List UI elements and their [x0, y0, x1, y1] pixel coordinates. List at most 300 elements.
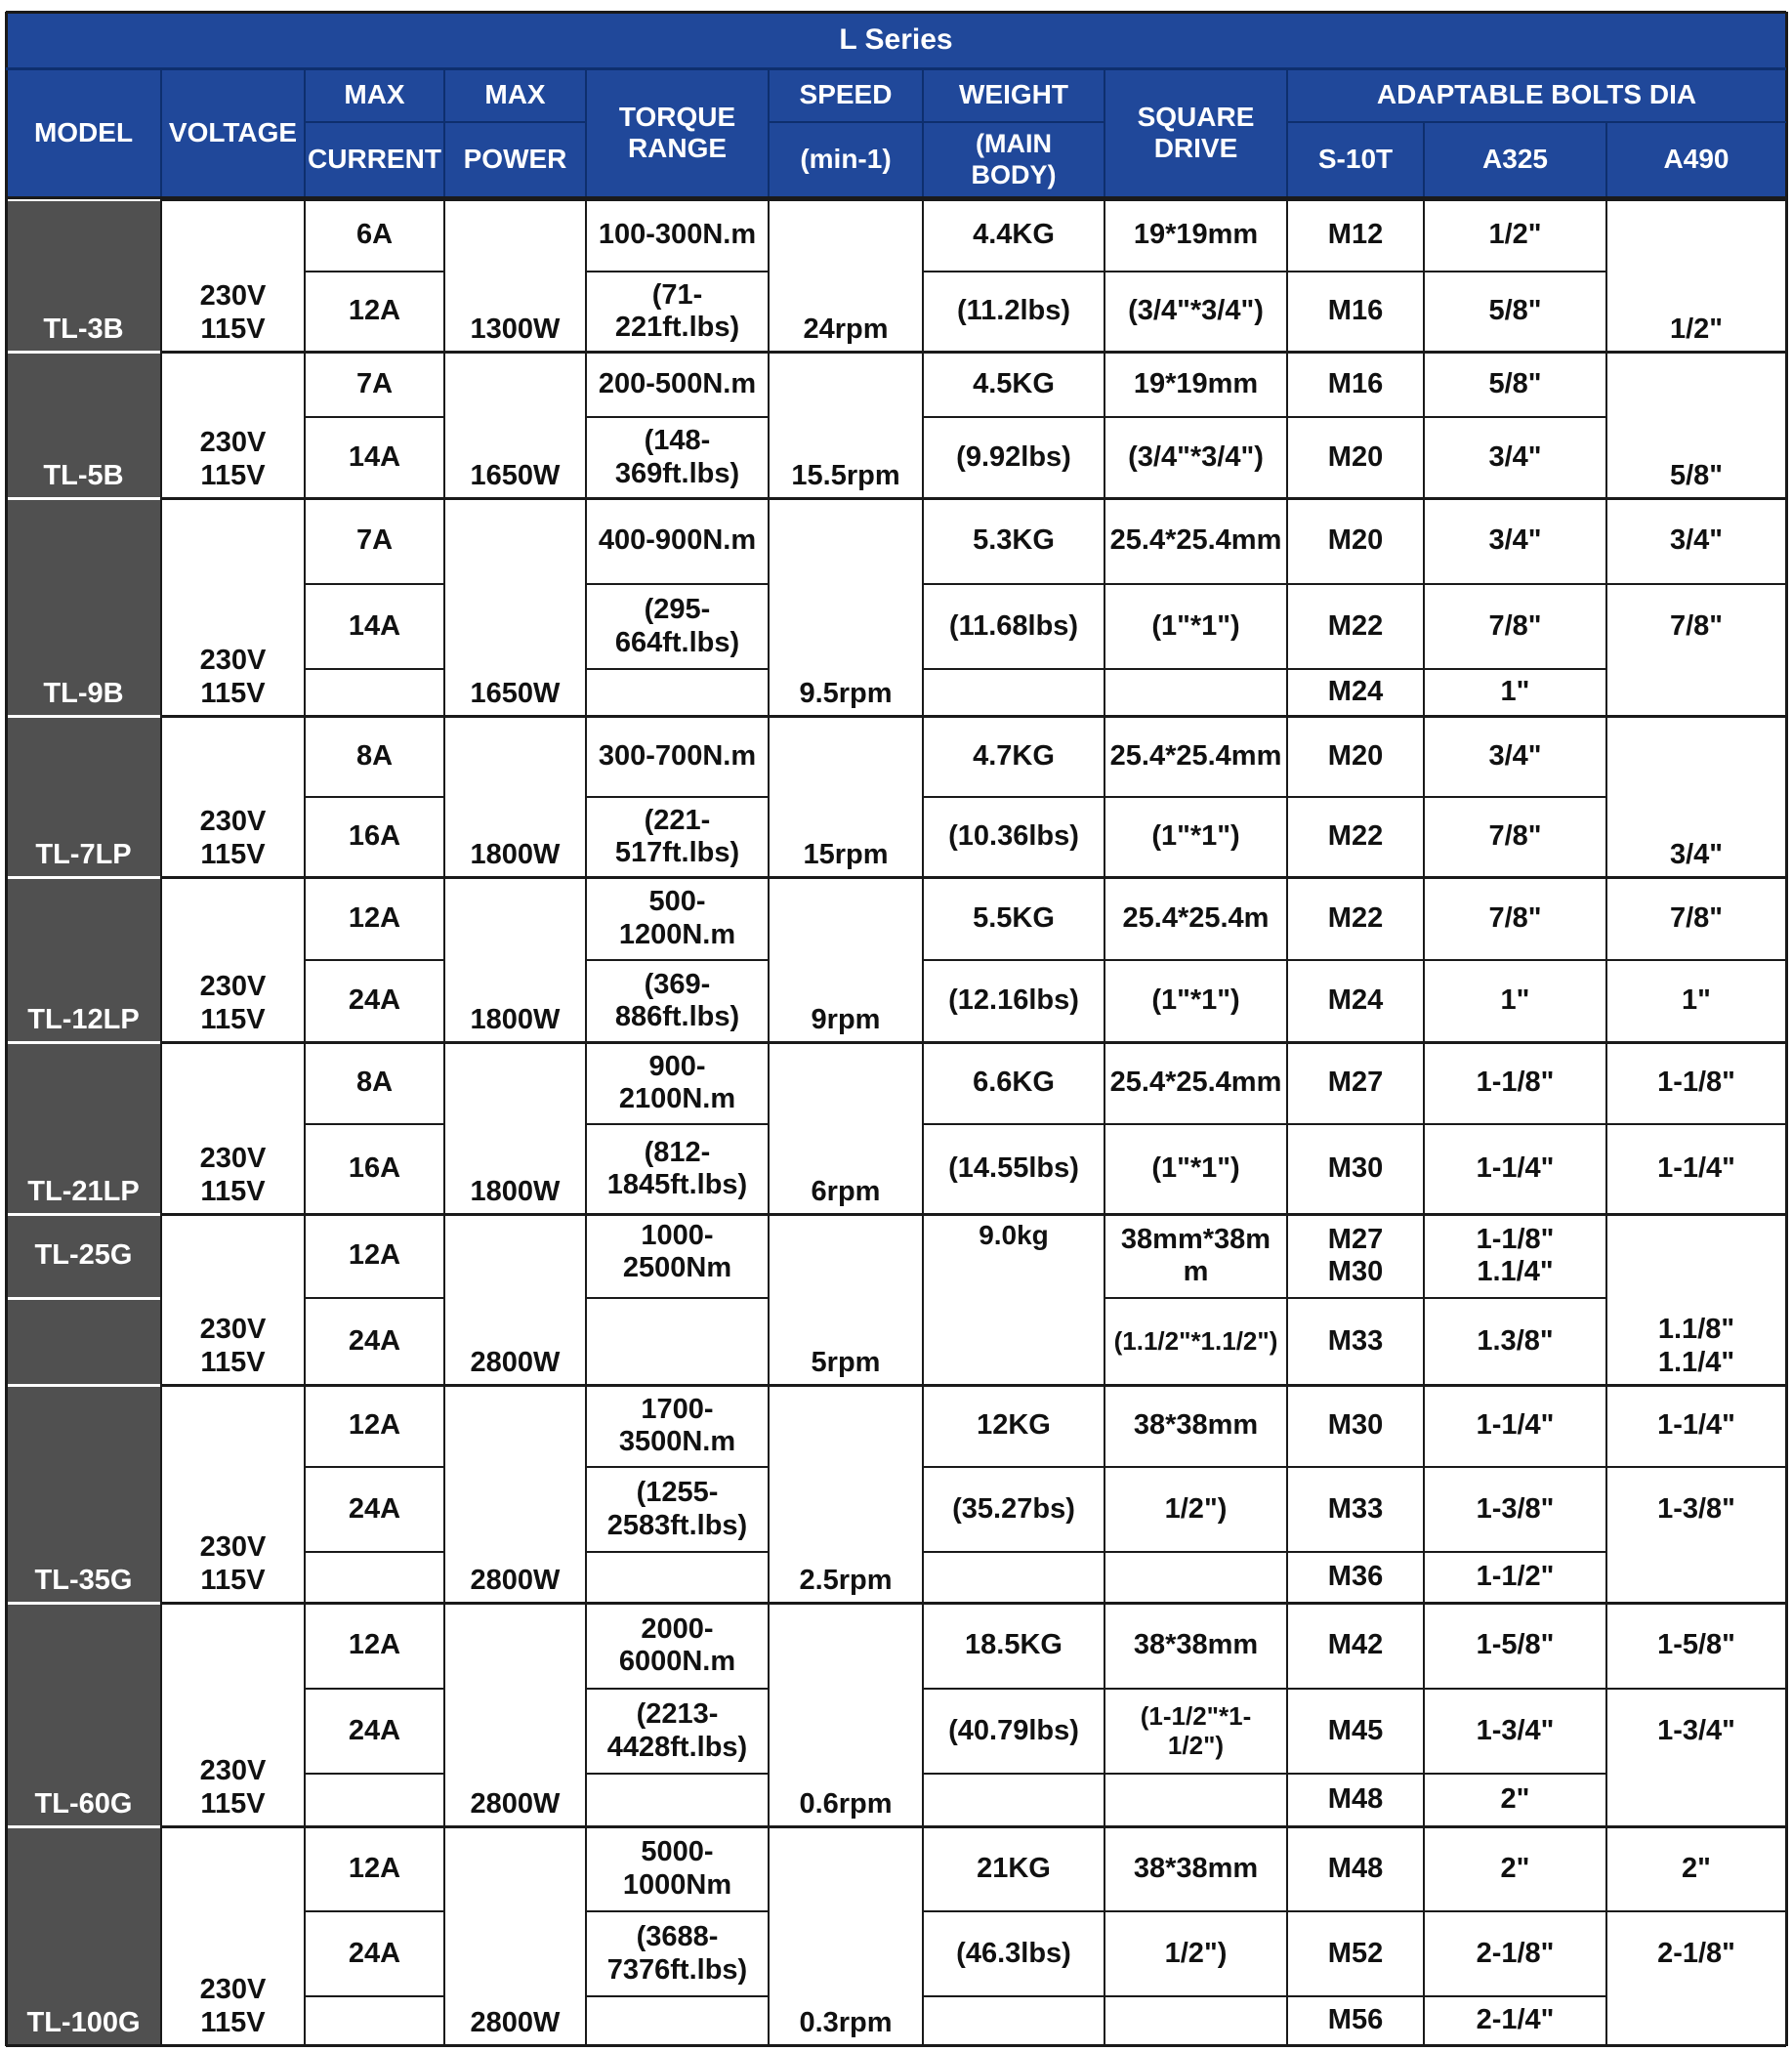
voltage-cell: 230V 115V [199, 280, 267, 345]
bolt-a325-cell: 1-1/4" [1476, 1409, 1555, 1442]
torque-range-cell [586, 1552, 769, 1603]
square-drive-cell: (1-1/2"*1- 1/2") [1140, 1700, 1252, 1760]
grid-line [1104, 1297, 1606, 1299]
torque-range-cell [586, 1996, 769, 2045]
grid-line [6, 715, 161, 718]
max-current-cell: 7A [355, 367, 394, 399]
max-current-cell: 8A [355, 1067, 394, 1099]
bolt-s10t-cell: M24 [1327, 984, 1384, 1017]
bolt-a325-cell: 5/8" [1488, 367, 1542, 399]
torque-range-cell: 5000- 1000Nm [622, 1836, 732, 1901]
torque-range-cell: (1255- 2583ft.lbs) [606, 1477, 748, 1541]
torque-range-cell: 500- 1200N.m [618, 886, 736, 950]
square-drive-cell [1104, 669, 1287, 716]
bolt-a490-cell: 1-3/4" [1657, 1714, 1735, 1746]
grid-line [6, 1384, 1786, 1387]
weight-cell: (14.55lbs) [948, 1152, 1079, 1185]
voltage-cell: 230V 115V [199, 1755, 267, 1820]
max-current-cell: 14A [348, 609, 401, 642]
model-cell: TL-5B [6, 352, 161, 498]
grid-line [305, 583, 444, 585]
model-cell: TL-21LP [6, 1042, 161, 1214]
grid-line [304, 197, 306, 2045]
bolt-a490-cell [1606, 1774, 1786, 1826]
torque-range-cell [586, 1298, 769, 1385]
bolt-s10t-cell: M48 [1327, 1783, 1384, 1816]
max-power-cell: 1650W [470, 459, 561, 491]
torque-range-cell: (148- 369ft.lbs) [614, 425, 740, 489]
header-speed: SPEED [769, 68, 923, 122]
weight-cell [923, 1996, 1104, 2045]
grid-line [305, 959, 444, 961]
grid-line [586, 271, 769, 272]
weight-cell: 12KG [977, 1409, 1051, 1442]
grid-line [6, 1213, 1786, 1216]
bolt-a325-cell: 7/8" [1488, 820, 1542, 853]
grid-line [923, 1995, 1606, 1997]
grid-line [6, 497, 1786, 500]
grid-line [923, 271, 1606, 272]
bolt-s10t-cell: M12 [1327, 219, 1384, 251]
grid-line [1785, 12, 1788, 2046]
speed-cell: 24rpm [803, 313, 889, 345]
grid-line [586, 416, 769, 418]
voltage-cell: 230V 115V [199, 1314, 267, 1378]
max-current-cell: 16A [348, 1152, 401, 1185]
weight-cell: (10.36lbs) [948, 820, 1079, 853]
grid-line [586, 1297, 769, 1299]
bolt-s10t-cell: M22 [1327, 820, 1384, 853]
square-drive-cell [1104, 1774, 1287, 1826]
grid-line [768, 68, 770, 197]
max-power-cell: 1800W [470, 1175, 561, 1207]
bolt-s10t-cell: M52 [1327, 1937, 1384, 1969]
torque-range-cell: 100-300N.m [598, 219, 757, 251]
max-current-cell: 6A [355, 219, 394, 251]
max-current-cell [305, 669, 444, 716]
grid-line [1606, 959, 1786, 961]
table-title: L Series [6, 12, 1786, 68]
header-voltage: VOLTAGE [161, 68, 305, 197]
grid-line [6, 876, 161, 879]
grid-line [922, 68, 924, 197]
bolt-a490-cell: 3/4" [1669, 838, 1724, 870]
header-torque-range: TORQUE RANGE [586, 68, 769, 197]
torque-range-cell: 300-700N.m [598, 739, 757, 772]
bolt-a490-cell: 1-1/4" [1657, 1152, 1735, 1185]
bolt-s10t-cell: M45 [1327, 1714, 1384, 1746]
bolt-a325-cell: 2-1/4" [1476, 2004, 1555, 2036]
grid-line [586, 1688, 769, 1690]
weight-cell: (12.16lbs) [948, 984, 1079, 1017]
bolt-s10t-cell: M42 [1327, 1629, 1384, 1661]
grid-line [586, 1466, 769, 1468]
bolt-a325-cell: 1.3/8" [1477, 1324, 1554, 1357]
weight-cell: 6.6KG [973, 1067, 1055, 1099]
square-drive-cell: (1"*1") [1151, 1152, 1240, 1185]
weight-cell: (35.27bs) [952, 1492, 1075, 1525]
bolt-a490-cell: 1-5/8" [1657, 1629, 1735, 1661]
bolt-s10t-cell: M33 [1327, 1324, 1384, 1357]
bolt-a325-cell: 3/4" [1488, 524, 1542, 557]
speed-cell: 0.3rpm [799, 2006, 893, 2038]
grid-line [6, 1825, 1786, 1828]
square-drive-cell: (1.1/2"*1.1/2") [1113, 1325, 1278, 1356]
bolt-a490-cell: 2-1/8" [1657, 1937, 1735, 1969]
weight-cell: 18.5KG [965, 1629, 1063, 1661]
speed-cell: 9rpm [811, 1003, 881, 1035]
max-current-cell: 12A [348, 1629, 401, 1661]
max-power-cell: 1650W [470, 677, 561, 709]
bolt-a325-cell: 2" [1500, 1852, 1530, 1884]
max-current-cell: 24A [348, 1492, 401, 1525]
grid-line [769, 121, 1104, 123]
header-model: MODEL [6, 68, 161, 197]
square-drive-cell: 38*38mm [1133, 1629, 1259, 1661]
grid-line [923, 1551, 1606, 1553]
grid-line [586, 959, 769, 961]
header-max-current-unit: CURRENT [305, 122, 444, 197]
torque-range-cell [586, 1774, 769, 1826]
speed-cell: 6rpm [811, 1175, 881, 1207]
weight-cell: (40.79lbs) [948, 1714, 1079, 1746]
square-drive-cell [1104, 1996, 1287, 2045]
max-power-cell: 2800W [470, 2006, 561, 2038]
grid-line [1104, 68, 1105, 197]
max-power-cell: 2800W [470, 1564, 561, 1596]
weight-cell: (9.92lbs) [956, 440, 1071, 473]
grid-line [305, 1995, 444, 1997]
grid-line [923, 959, 1606, 961]
header-bolt-s10t: S-10T [1287, 122, 1424, 197]
max-power-cell: 1800W [470, 1003, 561, 1035]
square-drive-cell: 19*19mm [1133, 367, 1259, 399]
bolt-s10t-cell: M30 [1327, 1409, 1384, 1442]
bolt-a325-cell: 1-1/8" [1476, 1067, 1555, 1099]
bolt-a325-cell: 7/8" [1488, 609, 1542, 642]
grid-line [6, 196, 1786, 199]
bolt-s10t-cell: M16 [1327, 295, 1384, 327]
model-cell: TL-9B [6, 498, 161, 716]
torque-range-cell: 1700- 3500N.m [618, 1393, 736, 1457]
grid-line [586, 1551, 769, 1553]
grid-line [305, 1466, 444, 1468]
header-max-power-unit: POWER [444, 122, 586, 197]
max-current-cell: 24A [348, 1714, 401, 1746]
grid-line [922, 197, 924, 2045]
grid-line [305, 1688, 444, 1690]
square-drive-cell: 38*38mm [1133, 1852, 1259, 1884]
voltage-cell: 230V 115V [199, 1531, 267, 1596]
grid-line [305, 1551, 444, 1553]
grid-line [6, 1041, 161, 1044]
bolt-s10t-cell: M22 [1327, 609, 1384, 642]
grid-line [1606, 1123, 1786, 1125]
max-current-cell: 12A [348, 901, 401, 934]
torque-range-cell: 2000- 6000N.m [618, 1612, 736, 1677]
bolt-a490-cell: 1" [1682, 984, 1711, 1017]
max-current-cell [305, 1774, 444, 1826]
grid-line [305, 796, 444, 798]
weight-cell [923, 1552, 1104, 1603]
max-current-cell [305, 1996, 444, 2045]
grid-line [6, 1825, 161, 1828]
bolt-a325-cell: 7/8" [1488, 901, 1542, 934]
grid-line [586, 583, 769, 585]
bolt-s10t-cell: M22 [1327, 901, 1384, 934]
square-drive-cell: 38*38mm [1133, 1409, 1259, 1442]
bolt-s10t-cell: M24 [1327, 676, 1384, 708]
grid-line [6, 1297, 161, 1300]
torque-range-cell [586, 669, 769, 716]
grid-line [6, 2044, 1786, 2047]
grid-line [923, 1773, 1606, 1775]
grid-line [305, 121, 586, 123]
grid-line [1606, 1466, 1786, 1468]
speed-cell: 15.5rpm [791, 459, 900, 491]
grid-line [1287, 121, 1786, 123]
bolt-s10t-cell: M56 [1327, 2004, 1384, 2036]
weight-cell: 5.3KG [973, 524, 1055, 557]
bolt-a490-cell: 5/8" [1669, 459, 1724, 491]
torque-range-cell: 900- 2100N.m [618, 1050, 736, 1114]
bolt-a325-cell: 1" [1500, 984, 1530, 1017]
model-cell: TL-25G [6, 1214, 161, 1298]
square-drive-cell: 25.4*25.4mm [1109, 739, 1282, 772]
torque-range-cell: (295- 664ft.lbs) [614, 594, 740, 658]
grid-line [6, 351, 1786, 354]
bolt-a325-cell: 1-1/2" [1476, 1561, 1555, 1593]
max-current-cell: 16A [348, 820, 401, 853]
voltage-cell: 230V 115V [199, 1143, 267, 1207]
grid-line [923, 668, 1606, 670]
weight-cell: 4.7KG [973, 739, 1055, 772]
bolt-s10t-cell: M27 M30 [1327, 1223, 1384, 1287]
header-max-power: MAX [444, 68, 586, 122]
weight-cell: 9.0kg [979, 1220, 1049, 1250]
weight-cell [923, 669, 1104, 716]
grid-line [1423, 122, 1425, 197]
grid-line [5, 12, 8, 2046]
bolt-s10t-cell: M16 [1327, 367, 1384, 399]
bolt-a325-cell: 5/8" [1488, 295, 1542, 327]
weight-cell: 4.4KG [973, 219, 1055, 251]
bolt-a490-cell [1606, 1996, 1786, 2045]
weight-cell: (11.68lbs) [948, 609, 1079, 642]
torque-range-cell: 200-500N.m [598, 367, 757, 399]
grid-line [1606, 1910, 1786, 1912]
grid-line [586, 1773, 769, 1775]
square-drive-cell: 1/2") [1164, 1492, 1228, 1525]
torque-range-cell: (812- 1845ft.lbs) [606, 1136, 748, 1200]
bolt-a325-cell: 1-1/4" [1476, 1152, 1555, 1185]
grid-line [768, 197, 770, 2045]
grid-line [305, 416, 444, 418]
speed-cell: 9.5rpm [799, 677, 893, 709]
grid-line [305, 1123, 444, 1125]
grid-line [585, 197, 587, 2045]
max-current-cell: 12A [348, 1409, 401, 1442]
bolt-a490-cell: 2" [1682, 1852, 1711, 1884]
bolt-a325-cell: 1-1/8" 1.1/4" [1476, 1223, 1555, 1287]
grid-line [923, 796, 1606, 798]
max-current-cell: 14A [348, 440, 401, 473]
bolt-s10t-cell: M36 [1327, 1561, 1384, 1593]
grid-line [1606, 583, 1786, 585]
bolt-a490-cell: 7/8" [1669, 901, 1724, 934]
grid-line [586, 796, 769, 798]
grid-line [585, 68, 587, 197]
max-current-cell: 24A [348, 1324, 401, 1357]
speed-cell: 5rpm [811, 1346, 881, 1378]
header-max-current: MAX [305, 68, 444, 122]
grid-line [6, 11, 1786, 14]
grid-line [6, 715, 1786, 718]
voltage-cell: 230V 115V [199, 806, 267, 870]
grid-line [923, 1466, 1606, 1468]
torque-range-cell: (2213- 4428ft.lbs) [606, 1698, 748, 1763]
grid-line [304, 68, 306, 197]
grid-line [1423, 197, 1425, 2045]
grid-line [1606, 1688, 1786, 1690]
bolt-a490-cell: 1-1/8" [1657, 1067, 1735, 1099]
header-adaptable-bolts: ADAPTABLE BOLTS DIA [1287, 68, 1786, 122]
grid-line [443, 197, 445, 2045]
header-bolt-a325: A325 [1424, 122, 1606, 197]
voltage-cell: 230V 115V [199, 645, 267, 709]
grid-line [586, 1123, 769, 1125]
bolt-s10t-cell: M48 [1327, 1852, 1384, 1884]
voltage-cell: 230V 115V [199, 971, 267, 1035]
bolt-a490-cell: 7/8" [1669, 609, 1724, 642]
max-power-cell: 2800W [470, 1346, 561, 1378]
weight-cell-spacer [923, 1214, 1104, 1385]
bolt-a490-cell: 1/2" [1669, 313, 1724, 345]
grid-line [586, 1910, 769, 1912]
max-current-cell: 8A [355, 739, 394, 772]
model-cell: TL-100G [6, 1826, 161, 2045]
weight-cell [923, 1774, 1104, 1826]
square-drive-cell [1104, 1552, 1287, 1603]
weight-cell: 4.5KG [973, 367, 1055, 399]
bolt-a325-cell: 3/4" [1488, 739, 1542, 772]
torque-range-cell: (3688- 7376ft.lbs) [606, 1921, 748, 1986]
max-power-cell: 1300W [470, 313, 561, 345]
square-drive-cell: (1"*1") [1151, 820, 1240, 853]
bolt-a490-cell: 1.1/8" 1.1/4" [1657, 1314, 1735, 1378]
bolt-a490-cell [1606, 1552, 1786, 1603]
grid-line [1104, 197, 1105, 2045]
grid-line [923, 1123, 1606, 1125]
square-drive-cell: (1"*1") [1151, 984, 1240, 1017]
bolt-s10t-cell: M20 [1327, 739, 1384, 772]
bolt-a325-cell: 1-5/8" [1476, 1629, 1555, 1661]
grid-line [586, 1995, 769, 1997]
grid-line [6, 497, 161, 500]
grid-line [6, 1213, 161, 1216]
square-drive-cell: 25.4*25.4m [1122, 901, 1270, 934]
header-speed-unit: (min-1) [769, 122, 923, 197]
bolt-a325-cell: 2" [1500, 1783, 1530, 1816]
max-power-cell: 1800W [470, 838, 561, 870]
grid-line [6, 1602, 1786, 1605]
square-drive-cell: 25.4*25.4mm [1109, 1067, 1282, 1099]
square-drive-cell: (3/4"*3/4") [1128, 440, 1264, 473]
grid-line [305, 668, 444, 670]
grid-line [1286, 197, 1288, 2045]
torque-range-cell: (221- 517ft.lbs) [614, 804, 740, 868]
model-cell-empty [6, 1298, 161, 1385]
weight-cell: 21KG [977, 1852, 1051, 1884]
bolt-s10t-cell: M30 [1327, 1152, 1384, 1185]
speed-cell: 2.5rpm [799, 1564, 893, 1596]
grid-line [923, 1910, 1606, 1912]
square-drive-cell: 25.4*25.4mm [1109, 524, 1282, 557]
weight-cell: (11.2lbs) [956, 295, 1071, 327]
bolt-a325-cell: 1/2" [1488, 219, 1542, 251]
max-current-cell: 7A [355, 524, 394, 557]
header-bolt-a490: A490 [1606, 122, 1786, 197]
grid-line [305, 1910, 444, 1912]
max-current-cell: 24A [348, 1937, 401, 1969]
bolt-s10t-cell: M20 [1327, 524, 1384, 557]
model-cell: TL-60G [6, 1603, 161, 1826]
header-weight-unit: (MAIN BODY) [923, 122, 1104, 197]
header-square-drive: SQUARE DRIVE [1104, 68, 1287, 197]
grid-line [923, 416, 1606, 418]
bolt-a490-cell: 1-3/8" [1657, 1492, 1735, 1525]
bolt-a490-cell: 1-1/4" [1657, 1409, 1735, 1442]
grid-line [305, 1773, 444, 1775]
bolt-s10t-cell: M20 [1327, 440, 1384, 473]
grid-line [1605, 197, 1607, 2045]
torque-range-cell: (369- 886ft.lbs) [614, 968, 740, 1032]
max-current-cell [305, 1552, 444, 1603]
bolt-s10t-cell: M27 [1327, 1067, 1384, 1099]
voltage-cell: 230V 115V [199, 427, 267, 491]
max-current-cell: 12A [348, 1852, 401, 1884]
bolt-a325-cell: 1-3/4" [1476, 1714, 1555, 1746]
max-current-cell: 12A [348, 295, 401, 327]
grid-line [923, 1688, 1606, 1690]
weight-cell: 5.5KG [973, 901, 1055, 934]
grid-line [6, 876, 1786, 879]
speed-cell: 0.6rpm [799, 1787, 893, 1820]
grid-line [6, 67, 1786, 70]
grid-line [160, 197, 162, 2045]
grid-line [586, 668, 769, 670]
grid-line [305, 1297, 444, 1299]
bolt-a325-cell: 2-1/8" [1476, 1937, 1555, 1969]
max-current-cell: 12A [348, 1239, 401, 1272]
model-cell: TL-35G [6, 1385, 161, 1603]
grid-line [1286, 68, 1288, 197]
torque-range-cell: 1000- 2500Nm [622, 1220, 732, 1284]
grid-line [6, 1041, 1786, 1044]
model-cell: TL-12LP [6, 877, 161, 1042]
square-drive-cell: 19*19mm [1133, 219, 1259, 251]
grid-line [6, 1602, 161, 1605]
max-current-cell: 24A [348, 984, 401, 1017]
grid-line [6, 1384, 161, 1387]
bolt-a325-cell: 1" [1500, 676, 1530, 708]
grid-line [160, 68, 162, 197]
square-drive-cell: (3/4"*3/4") [1128, 295, 1264, 327]
torque-range-cell: (71- 221ft.lbs) [614, 278, 740, 343]
bolt-a325-cell: 1-3/8" [1476, 1492, 1555, 1525]
grid-line [6, 351, 161, 354]
torque-range-cell: 400-900N.m [598, 524, 757, 557]
